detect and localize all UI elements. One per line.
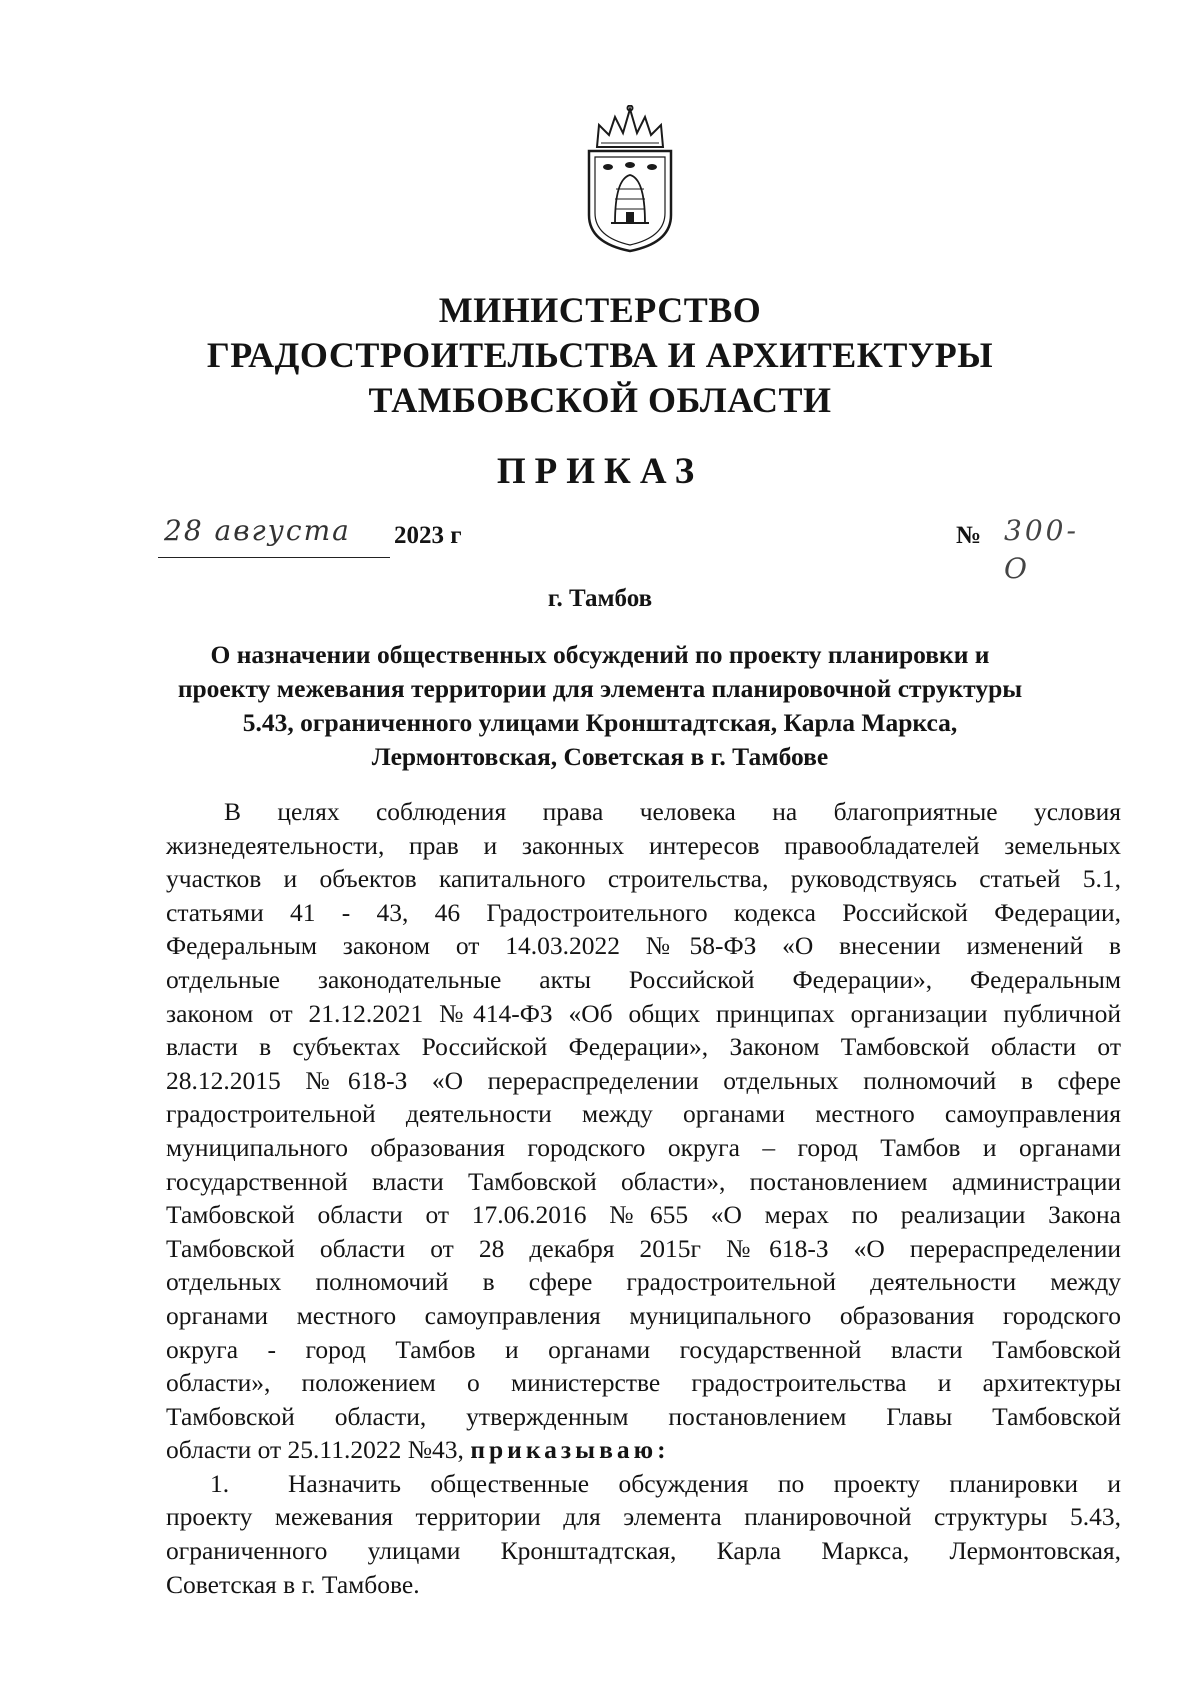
document-title	[150, 638, 1050, 774]
org-line: ГРАДОСТРОИТЕЛЬСТВА И АРХИТЕКТУРЫ	[206, 335, 994, 375]
title-line: 5.43, ограниченного улицами Кронштадтская, Карла Маркса,	[242, 708, 958, 737]
body-line: 28.12.2015 №618-З «О перераспределении отдельных полномочий в сфере	[166, 1065, 1121, 1095]
list-item-line: ограниченного улицами Кронштадтская, Карла Маркса, Лермонтовская,	[166, 1536, 1121, 1566]
body-text: области от 25.11.2022 №43,	[166, 1435, 464, 1465]
list-item-line: Советская в г. Тамбове.	[166, 1569, 420, 1599]
body-line: области», положением о министерстве градостроительства и архитектуры	[166, 1368, 1121, 1398]
body-line: участков и объектов капитального строительства, руководствуясь статьей 5.1,	[166, 864, 1121, 894]
body-line: Федеральным законом от 14.03.2022 №58-ФЗ «О внесении изменений в	[166, 931, 1121, 961]
document-type: ПРИКАЗ	[496, 451, 704, 492]
document-year: 2023 г	[394, 522, 462, 549]
list-item-line: проекту межевания территории для элемента планировочной структуры 5.43,	[166, 1502, 1121, 1532]
handwritten-date: 28 августа	[158, 512, 390, 558]
body-line: градостроительной деятельности между органами местного самоуправления	[166, 1099, 1121, 1129]
body-line: В целях соблюдения права человека на благоприятные условия	[224, 797, 1121, 826]
body-line: статьями 41 - 43, 46 Градостроительного кодекса Российской Федерации,	[166, 897, 1121, 927]
number-sign: №	[956, 522, 982, 549]
body-line: органами местного самоуправления муниципального образования городского	[166, 1300, 1121, 1330]
handwritten-number: 300-О	[1004, 514, 1079, 585]
title-line: О назначении общественных обсуждений по проекту планировки и	[210, 640, 990, 669]
body-line: государственной власти Тамбовской области», постановлением администрации	[166, 1166, 1121, 1196]
body-line: власти в субъектах Российской Федерации», Законом Тамбовской области от	[166, 1032, 1121, 1062]
list-item-number: 1.	[210, 1468, 230, 1498]
title-line: проекту межевания территории для элемента планировочной структуры	[177, 674, 1023, 703]
body-line: отдельные законодательные акты Российской Федерации», Федеральным	[166, 964, 1121, 994]
title-line: Лермонтовская, Советская в г. Тамбове	[371, 742, 829, 771]
org-line: МИНИСТЕРСТВО	[438, 290, 762, 330]
document-body	[166, 795, 1121, 1601]
body-line: Тамбовской области от 17.06.2016 №655 «О мерах по реализации Закона	[166, 1200, 1121, 1230]
command-word: приказываю:	[470, 1435, 670, 1465]
body-line-command	[166, 1433, 1121, 1467]
org-line: ТАМБОВСКОЙ ОБЛАСТИ	[368, 380, 832, 420]
city: г. Тамбов	[547, 585, 653, 612]
body-line: округа - город Тамбов и органами государственной власти Тамбовской	[166, 1334, 1121, 1364]
body-line: муниципального образования городского округа – город Тамбов и органами	[166, 1132, 1121, 1162]
body-line: отдельных полномочий в сфере градостроительной деятельности между	[166, 1267, 1121, 1297]
body-line: законом от 21.12.2021 №414-ФЗ «Об общих принципах организации публичной	[166, 998, 1121, 1028]
list-item-text: Назначить общественные обсуждения по проекту планировки и	[288, 1468, 1121, 1498]
body-line: Тамбовской области, утвержденным постановлением Главы Тамбовской	[166, 1401, 1121, 1431]
organization-name	[0, 288, 1200, 423]
list-item-line	[166, 1467, 1121, 1501]
tambov-oblast-coat-of-arms-icon	[575, 105, 685, 253]
body-line: Тамбовской области от 28 декабря 2015г №618-З «О перераспределении	[166, 1233, 1121, 1263]
body-line: жизнедеятельности, прав и законных интересов правообладателей земельных	[166, 830, 1121, 860]
date-number-row	[158, 512, 1079, 585]
